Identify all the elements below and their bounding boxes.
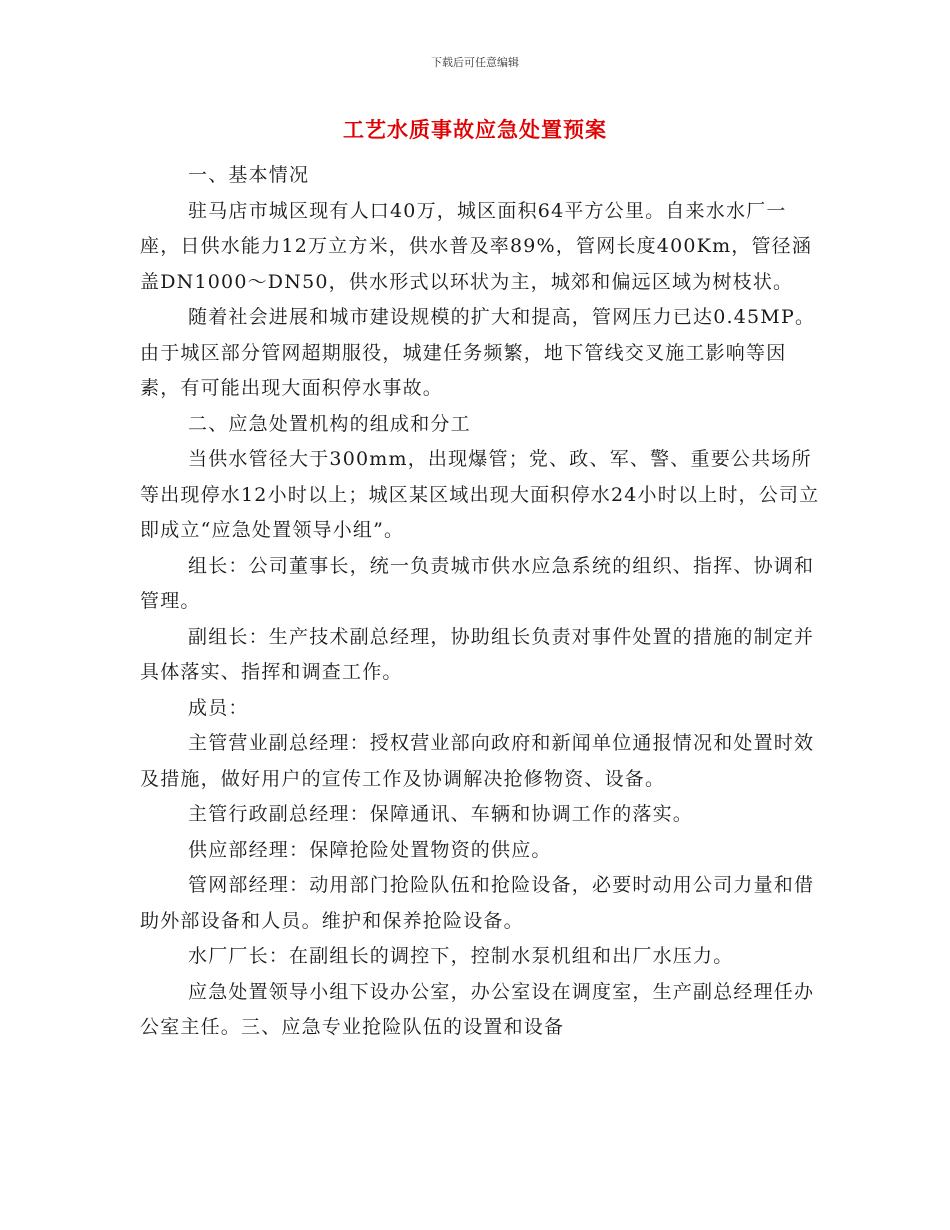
paragraph-office-setup: 应急处置领导小组下设办公室，办公室设在调度室，生产副总经理任办公室主任。三、应急专业抢险队伍的设置和设备 [140, 980, 815, 1038]
paragraph-supply-manager: 供应部经理：保障抢险处置物资的供应。 [188, 838, 552, 861]
paragraph-plant-director: 水厂厂长：在副组长的调控下，控制水泵机组和出厂水压力。 [188, 945, 734, 967]
document-body [140, 158, 820, 1046]
paragraph-city-overview: 驻马店市城区现有人口40万，城区面积64平方公里。自来水水厂一座，日供水能力12万立方米，供水普及率89%，管网长度400Km，管径涵盖DN1000～DN50，供水形式以环状为主，城郊和偏远区域为树枝状。 [140, 199, 813, 293]
paragraph-network-manager: 管网部经理：动用部门抢险队伍和抢险设备，必要时动用公司力量和借助外部设备和人员。维护和保养抢险设备。 [140, 874, 815, 932]
paragraph-pipe-pressure: 随着社会进展和城市建设规模的扩大和提高，管网压力已达0.45MP。由于城区部分管网超期服役，城建任务频繁，地下管线交叉施工影响等因素，有可能出现大面积停水事故。 [140, 306, 816, 399]
document-title: 工艺水质事故应急处置预案 [343, 117, 607, 142]
paragraph-deputy-leader: 副组长：生产技术副总经理，协助组长负责对事件处置的措施的制定并具体落实、指挥和调查工作。 [140, 625, 815, 683]
paragraph-business-vp: 主管营业副总经理：授权营业部向政府和新闻单位通报情况和处置时效及措施，做好用户的宣传工作及协调解决抢修物资、设备。 [140, 732, 815, 790]
paragraph-team-leader: 组长：公司董事长，统一负责城市供水应急系统的组织、指挥、协调和管理。 [140, 554, 815, 612]
paragraph-trigger-conditions: 当供水管径大于300mm，出现爆管；党、政、军、警、重要公共场所等出现停水12小时以上；城区某区域出现大面积停水24小时以上时，公司立即成立“应急处置领导小组”。 [140, 448, 820, 541]
paragraph-admin-vp: 主管行政副总经理：保障通讯、车辆和协调工作的落实。 [188, 803, 694, 825]
page-header-note: 下载后可任意编辑 [431, 56, 519, 69]
paragraph-members-label: 成员： [188, 696, 249, 719]
section-heading-basic: 一、基本情况 [188, 164, 310, 186]
section-heading-organization: 二、应急处置机构的组成和分工 [188, 412, 471, 435]
